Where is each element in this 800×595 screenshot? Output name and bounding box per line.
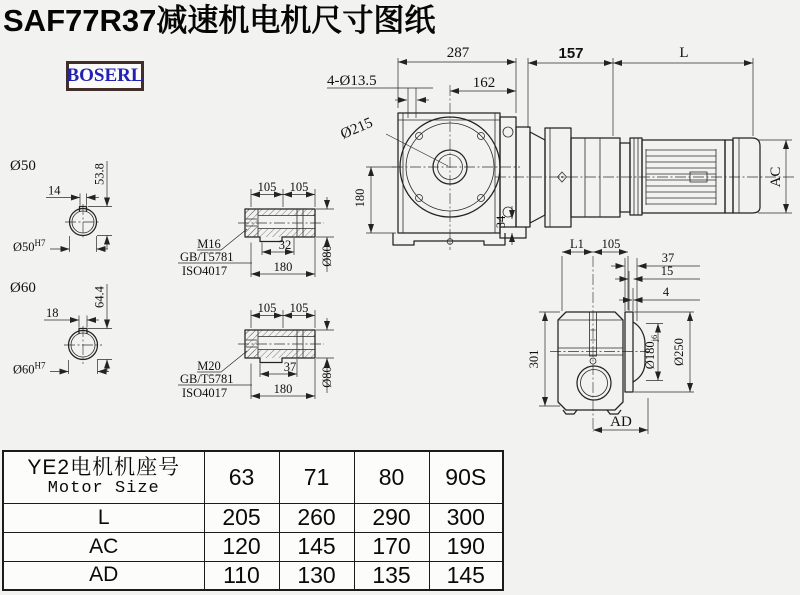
dim-15: 15 <box>660 264 674 278</box>
row-label-AC: AC <box>3 532 204 561</box>
dim-180-bottom: 180 <box>273 382 293 396</box>
dim-d250: Ø250 <box>672 338 686 366</box>
dim-L: L <box>679 45 689 61</box>
hollow-shaft-m16-section <box>178 180 334 278</box>
size-90s: 90S <box>429 451 503 503</box>
dim-301: 301 <box>527 349 541 369</box>
AC-63: 120 <box>204 532 279 561</box>
boserl-logo-text: BOSERL <box>66 65 144 86</box>
dim-4xd135: 4-Ø13.5 <box>327 73 377 89</box>
hollow-shaft-m20-section <box>178 301 334 400</box>
thread-label-m20: M20 <box>197 359 221 373</box>
table-row-AD <box>3 561 503 590</box>
dim-height-538: 53.8 <box>92 163 107 185</box>
dim-L1: L1 <box>570 237 584 251</box>
table-row-L <box>3 503 503 532</box>
dim-37-bush: 37 <box>283 360 297 374</box>
thread-label-m16: M16 <box>197 237 221 251</box>
table-row-AC <box>3 532 503 561</box>
dim-32: 32 <box>278 238 292 252</box>
shaft-50-view <box>10 158 112 254</box>
size-63: 63 <box>204 451 279 503</box>
AD-80: 135 <box>354 561 429 590</box>
dim-180-top: 180 <box>273 260 293 274</box>
dim-key-width-60: 18 <box>46 306 59 320</box>
dim-d215: Ø215 <box>338 114 376 143</box>
AD-63: 110 <box>204 561 279 590</box>
dim-bore-60: $Ø60^{H7}$ <box>13 360 46 377</box>
shaft-50-label: Ø50 <box>10 158 36 174</box>
table-header-motor-size <box>3 451 204 503</box>
AC-71: 145 <box>279 532 354 561</box>
AC-90s: 190 <box>429 532 503 561</box>
AD-71: 130 <box>279 561 354 590</box>
shaft-60-label: Ø60 <box>10 280 36 296</box>
dim-dia-80-bottom: Ø80 <box>320 366 334 388</box>
dim-4: 4 <box>662 285 670 299</box>
header-en: Motor Size <box>47 478 160 498</box>
gearbox-rear-view <box>527 237 700 434</box>
dim-287: 287 <box>446 45 470 61</box>
gearbox-motor-side-view <box>495 45 795 238</box>
gearbox-front-view <box>327 45 520 250</box>
dim-bore-50: $Ø50^{H7}$ <box>13 238 46 254</box>
dim-34: 34 <box>494 215 508 229</box>
table-header-row <box>3 451 503 503</box>
L-80: 290 <box>354 503 429 532</box>
header-cn: YE2电机机座号 <box>27 455 181 479</box>
dim-37-rear: 37 <box>661 251 675 265</box>
dim-162: 162 <box>472 75 496 91</box>
dim-180-front: 180 <box>353 188 367 208</box>
shaft-60-view <box>10 280 112 377</box>
L-63: 205 <box>204 503 279 532</box>
std-label-gb-top: GB/T5781 <box>180 250 234 264</box>
dim-105-a: 105 <box>257 180 277 194</box>
L-71: 260 <box>279 503 354 532</box>
dim-157: 157 <box>558 45 584 62</box>
AC-80: 170 <box>354 532 429 561</box>
dim-AD: AD <box>610 414 632 430</box>
dim-105-b: 105 <box>289 180 309 194</box>
motor-size-table <box>2 450 504 591</box>
dim-105-rear: 105 <box>601 237 621 251</box>
dim-height-644: 64.4 <box>92 286 107 308</box>
std-label-gb-bottom: GB/T5781 <box>180 372 234 386</box>
dim-AC: AC <box>768 166 784 188</box>
L-90s: 300 <box>429 503 503 532</box>
dim-dia-80-top: Ø80 <box>320 245 334 267</box>
size-80: 80 <box>354 451 429 503</box>
std-label-iso-bottom: ISO4017 <box>182 386 228 400</box>
row-label-AD: AD <box>3 561 204 590</box>
dim-105-d: 105 <box>289 301 309 315</box>
dim-key-width-50: 14 <box>48 183 61 198</box>
std-label-iso-top: ISO4017 <box>182 264 228 278</box>
page-title: SAF77R37减速机电机尺寸图纸 <box>3 3 436 38</box>
AD-90s: 145 <box>429 561 503 590</box>
row-label-L: L <box>3 503 204 532</box>
size-71: 71 <box>279 451 354 503</box>
dim-d180: $Ø180_{j6}$ <box>643 334 659 370</box>
dim-105-c: 105 <box>257 301 277 315</box>
